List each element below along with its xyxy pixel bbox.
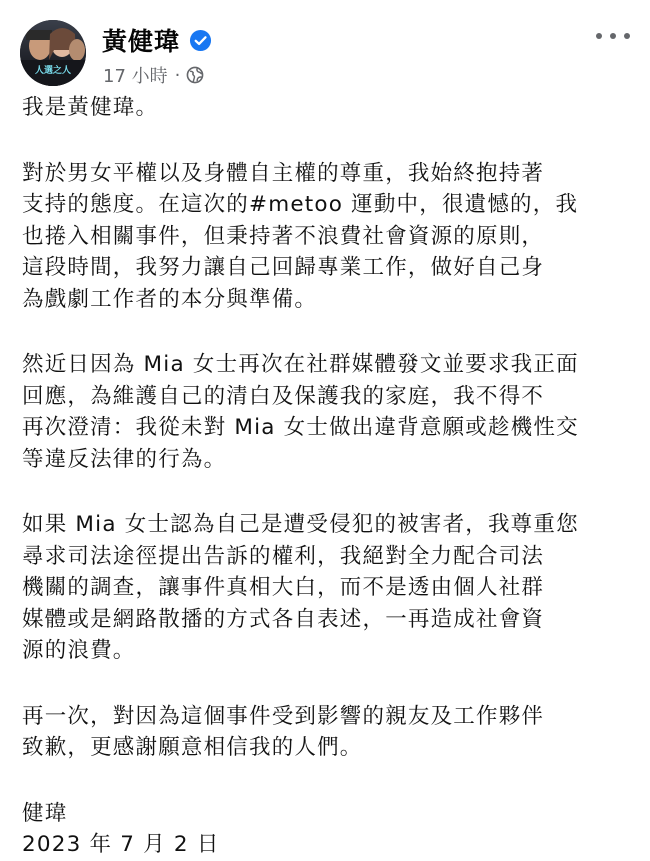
post-header [0,0,650,95]
paragraph-line: 再次澄清：我從未對 Mia 女士做出違背意願或趁機性交 [22,415,579,440]
author-name[interactable]: 黃健瑋 [102,27,181,56]
more-dot [624,33,630,39]
post-meta [103,62,204,88]
more-dot [610,33,616,39]
paragraph-line: 如果 Mia 女士認為自己是遭受侵犯的被害者，我尊重您 [22,512,579,537]
paragraph-line: 致歉，更感謝願意相信我的人們。 [22,735,363,760]
paragraph-line: 這段時間，我努力讓自己回歸專業工作，做好自己身 [22,255,545,280]
signature-date: 2023 年 7 月 2 日 [22,832,220,857]
paragraph-line: 回應，為維護自己的清白及保護我的家庭，我不得不 [22,383,545,409]
signature-name: 健瑋 [22,800,68,826]
paragraph-line: 也捲入相關事件，但秉持著不浪費社會資源的原則， [22,223,545,249]
paragraph-line: 我是黃健瑋。 [22,95,159,120]
paragraph-line: 然近日因為 Mia 女士再次在社群媒體發文並要求我正面 [22,352,579,377]
author-row [102,24,212,56]
more-dot [596,33,602,39]
avatar-image [20,20,86,86]
paragraph-line: 支持的態度。在這次的#metoo 運動中，很遺憾的，我 [22,192,579,217]
paragraph-line: 對於男女平權以及身體自主權的尊重，我始終抱持著 [22,160,545,186]
paragraph-line: 尋求司法途徑提出告訴的權利，我絕對全力配合司法 [22,543,545,569]
more-options-icon[interactable] [596,24,630,48]
verified-badge-icon [189,29,212,52]
paragraph-line: 源的浪費。 [22,638,136,663]
paragraph-line: 為戲劇工作者的本分與準備。 [22,286,318,312]
paragraph-line: 媒體或是網路散播的方式各自表述，一再造成社會資 [22,606,545,632]
post-timestamp[interactable]: 17 小時 [103,66,168,87]
avatar-poster-title: 人選之人 [34,66,72,76]
paragraph-line: 機關的調查，讓事件真相大白，而不是透由個人社群 [22,575,545,600]
post-body [22,92,632,861]
avatar[interactable] [20,20,86,86]
paragraph-line: 再一次，對因為這個事件受到影響的親友及工作夥伴 [22,703,545,729]
globe-icon[interactable] [186,66,204,84]
paragraph-line: 等違反法律的行為。 [22,446,227,472]
meta-separator: · [174,64,181,86]
